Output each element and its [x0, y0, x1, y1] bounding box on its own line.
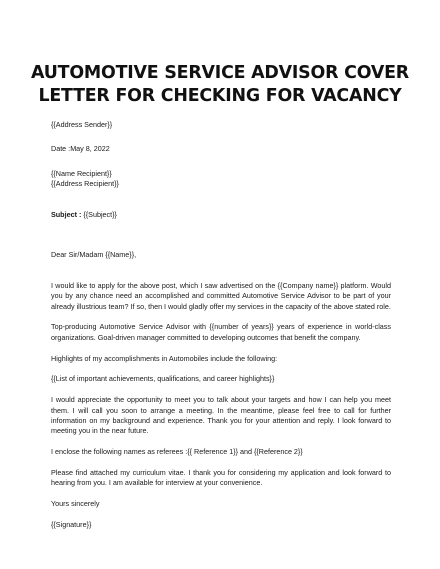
subject-value: {{Subject}} — [81, 209, 117, 219]
title-line-1: AUTOMOTIVE SERVICE ADVISOR COVER — [31, 63, 409, 83]
paragraph-meeting: I would appreciate the opportunity to meet you to talk about your targets and how I can help you meet them. I will call you soon to arrange a meeting. In the meantime, please feel free to call for further information on my background and experience. Thank you for your attention and reply. I look forward to meeting you in the near future. — [51, 395, 391, 436]
date-line — [51, 144, 391, 154]
letter-body — [51, 120, 391, 530]
recipient-address: {{Address Recipient}} — [51, 179, 119, 189]
salutation: Dear Sir/Madam {{Name}}, — [51, 250, 137, 260]
paragraph-application: I would like to apply for the above post, which I saw advertised on the {{Company name}} platform. Would you by any chance need an accomplished and committed Automotive Service Advisor to be part of your already illustrious team? If so, then I would gladly offer my services in the capacity of the above stated role. — [51, 280, 391, 311]
title-line-2: LETTER FOR CHECKING FOR VACANCY — [38, 86, 402, 106]
closing: Yours sincerely — [51, 499, 100, 509]
paragraph-referees: I enclose the following names as referees :{{ Reference 1}} and {{Reference 2}} — [51, 447, 303, 457]
paragraph-experience: Top-producing Automotive Service Advisor with {{number of years}} years of experience in world-class organizations. Goal-driven manager committed to developing outcomes that benefit the company. — [51, 322, 391, 342]
recipient-name: {{Name Recipient}} — [51, 168, 112, 178]
date-label: Date : — [51, 144, 71, 154]
paragraph-cv: Please find attached my curriculum vitae. I thank you for considering my application and look forward to hearing from you. I am available for interview at your convenience. — [51, 468, 391, 488]
date-value: May 8, 2022 — [70, 144, 110, 154]
paragraph-highlights-intro: Highlights of my accomplishments in Automobiles include the following: — [51, 353, 278, 363]
signature: {{Signature}} — [51, 520, 92, 530]
subject-label: Subject : — [51, 209, 82, 219]
subject-line — [51, 210, 391, 220]
sender-address: {{Address Sender}} — [51, 120, 113, 129]
document-title — [20, 62, 420, 108]
paragraph-achievements: {{List of important achievements, qualifications, and career highlights}} — [51, 374, 275, 384]
